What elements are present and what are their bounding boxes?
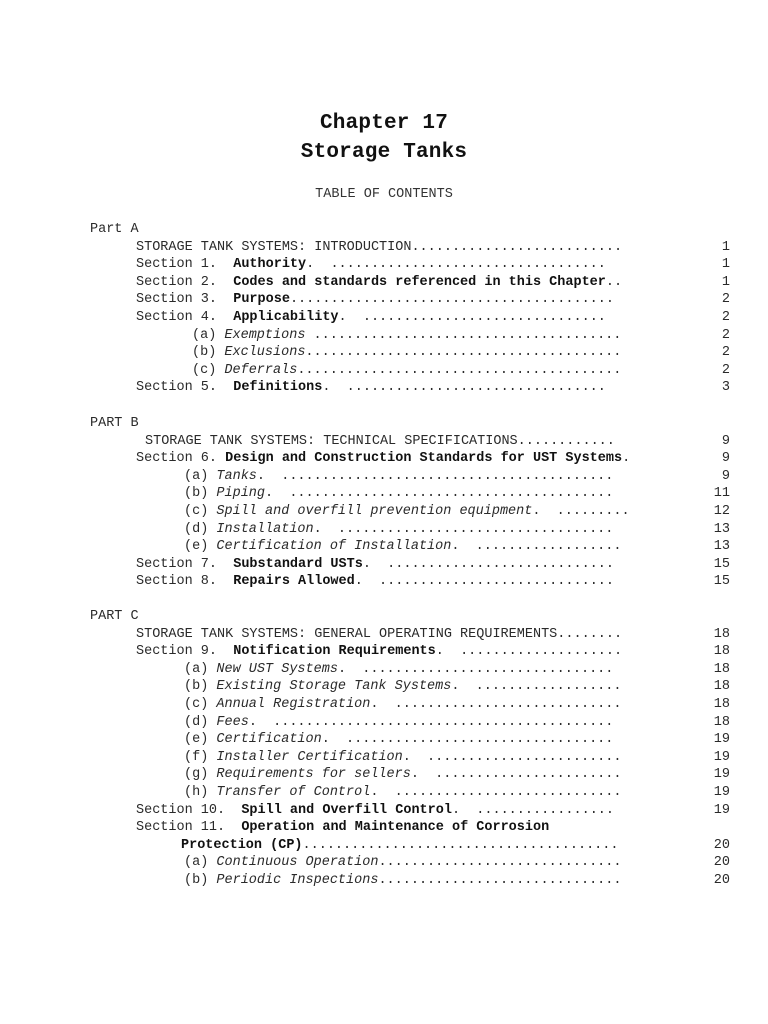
entry-prefix: STORAGE TANK SYSTEMS: GENERAL OPERATING REQUIREMENTS [136,626,558,642]
toc-entry [136,802,614,820]
page-number: 19 [713,749,730,765]
entry-prefix: Section 7. [136,556,234,572]
page-number: 9 [721,468,730,484]
page-number: 9 [721,451,730,467]
dot-leader: . ............................ [370,697,622,712]
entry-prefix: (d) [184,714,217,730]
page-number: 18 [713,714,730,730]
toc-entry [136,556,614,574]
page-number: 19 [713,732,730,748]
toc-entry [184,784,622,802]
dot-leader: .......................... [411,239,623,255]
page-number: 2 [721,362,730,378]
toc-entry [136,626,622,644]
entry-prefix: (a) [192,327,225,343]
entry-title: Spill and overfill prevention equipment [216,504,533,519]
dot-leader: ........ [557,626,623,642]
dot-leader: . [622,451,631,467]
toc-entry [136,819,549,837]
toc-entry [184,714,613,732]
dot-leader: .............................. [378,873,622,888]
entry-title: New UST Systems [216,661,338,677]
entry-prefix: (a) [184,855,217,871]
page-number: 19 [713,767,730,783]
page-number: 9 [721,433,730,449]
dot-leader: . .................................. [306,257,606,273]
dot-leader: . ........................................ [265,486,614,502]
page-number: 20 [713,855,730,871]
entry-title: Tanks [216,468,257,484]
page-number: 20 [713,837,730,853]
page-number: 18 [713,679,730,695]
dot-leader: ...................................... [305,327,622,343]
toc-entry [184,521,613,539]
entry-prefix: Section 1. [136,257,234,273]
toc-entry [145,433,615,451]
entry-title: Existing Storage Tank Systems [216,679,452,695]
page-number: 1 [721,239,730,255]
dot-leader: . ................................. [321,732,614,748]
entry-title: Codes and standards referenced in this Chapter [233,274,606,290]
dot-leader: . ............................... [337,661,614,677]
entry-title: Substandard USTs [233,556,363,572]
entry-prefix: (b) [184,486,217,502]
entry-title: Piping [216,486,266,502]
toc-entry [136,379,606,397]
entry-prefix: Section 9. [136,644,234,660]
toc-entry [136,239,622,257]
page-number: 20 [713,873,730,888]
dot-leader: . ............................ [370,785,622,800]
page-number: 1 [721,274,730,290]
entry-title: Annual Registration [216,697,371,712]
toc-entry [136,450,630,468]
page-number: 19 [713,785,730,800]
dot-leader: . .................. [451,539,622,555]
entry-prefix: (c) [184,697,217,712]
toc-entry [136,256,606,274]
page-number: 15 [713,574,730,590]
toc-heading: TABLE OF CONTENTS [315,187,453,202]
entry-prefix: (e) [184,539,217,555]
part-label: PART B [90,416,139,431]
entry-prefix: (c) [184,504,217,519]
toc-entry [136,573,614,591]
page-number: 2 [721,292,730,308]
entry-title: Applicability [233,310,339,325]
toc-entry [192,344,621,362]
toc-entry [136,309,606,327]
dot-leader: . .................. [451,679,622,695]
entry-prefix: Section 10. [136,802,242,818]
dot-leader: . ......................................... [256,468,614,484]
entry-prefix: (e) [184,732,217,748]
entry-title: Authority [233,257,307,273]
part-label: PART C [90,609,139,624]
entry-prefix: (c) [192,362,225,378]
entry-title: Spill and Overfill Control [241,802,452,818]
page-number: 19 [713,802,730,818]
entry-prefix: (g) [184,767,217,783]
toc-entry [184,503,630,521]
entry-title: Deferrals [224,362,298,378]
page-number: 18 [713,661,730,677]
dot-leader: . .................... [435,644,623,660]
page-number: 1 [721,257,730,273]
entry-title: Exemptions [224,327,306,343]
entry-prefix: Section 6. [136,451,226,467]
entry-title: Continuous Operation [216,855,379,871]
toc-entry [184,538,622,556]
entry-title: Protection (CP) [181,837,303,853]
entry-prefix: (b) [184,679,217,695]
dot-leader: . ........................ [402,749,622,765]
toc-entry [192,327,621,345]
page-number: 3 [721,380,730,396]
page-number: 2 [721,345,730,361]
dot-leader: ........................................ [297,362,622,378]
dot-leader: .............................. [378,855,622,871]
page-number: 18 [713,697,730,712]
dot-leader: . .............................. [338,310,606,325]
entry-title: Operation and Maintenance of Corrosion [241,820,550,836]
chapter-title: Chapter 17 [319,112,449,135]
entry-title: Repairs Allowed [233,574,355,590]
dot-leader: ............ [517,433,615,449]
entry-title: Design and Construction Standards for UST Systems [225,451,623,467]
toc-entry [184,661,613,679]
entry-title: Installation [216,521,314,537]
entry-title: Fees [216,714,249,730]
page-number: 15 [713,556,730,572]
entry-title: Installer Certification [216,749,403,765]
entry-prefix: Section 3. [136,292,234,308]
dot-leader: .. [605,274,623,290]
entry-title: Notification Requirements [233,644,436,660]
dot-leader: . ............................ [362,556,614,572]
entry-title: Purpose [233,292,290,308]
page-number: 12 [713,504,730,519]
dot-leader: . ................................ [322,380,606,396]
entry-title: Transfer of Control [216,785,371,800]
toc-entry [184,872,621,890]
page-number: 2 [721,327,730,343]
dot-leader: . .................................. [313,521,614,537]
entry-prefix: STORAGE TANK SYSTEMS: INTRODUCTION [136,239,412,255]
toc-entry [184,731,613,749]
page-number: 18 [713,644,730,660]
entry-title: Certification of Installation [216,539,452,555]
toc-entry [184,766,621,784]
dot-leader: ....................................... [302,837,619,853]
entry-title: Definitions [233,380,323,396]
dot-leader: ....................................... [305,345,622,361]
entry-prefix: Section 8. [136,574,234,590]
page-number: 11 [713,486,730,502]
entry-prefix: (a) [184,661,217,677]
toc-entry [184,749,622,767]
entry-prefix: (b) [192,345,225,361]
toc-entry [184,485,613,503]
entry-title: Requirements for sellers [216,767,411,783]
toc-entry [184,854,621,872]
entry-prefix: (h) [184,785,217,800]
toc-entry [184,468,613,486]
entry-prefix: Section 5. [136,380,234,396]
dot-leader: . ....................... [410,767,622,783]
entry-title: Certification [216,732,322,748]
chapter-subtitle: Storage Tanks [300,141,468,164]
part-label: Part A [90,222,139,237]
toc-entry [192,362,621,380]
page-number: 2 [721,310,730,325]
entry-prefix: STORAGE TANK SYSTEMS: TECHNICAL SPECIFICATIONS [145,433,518,449]
entry-prefix: Section 11. [136,820,242,836]
toc-entry [136,274,622,292]
page-number: 18 [713,626,730,642]
toc-entry [184,678,622,696]
page-number: 13 [713,521,730,537]
entry-prefix: (b) [184,873,217,888]
entry-prefix: (d) [184,521,217,537]
entry-title: Periodic Inspections [216,873,379,888]
entry-prefix: Section 2. [136,274,234,290]
dot-leader: . ......... [532,504,630,519]
dot-leader: . .......................................... [248,714,614,730]
dot-leader: . ................. [451,802,614,818]
dot-leader: ........................................ [289,292,614,308]
entry-title: Exclusions [224,345,306,361]
toc-entry [136,291,614,309]
page-number: 13 [713,539,730,555]
dot-leader: . ............................. [354,574,614,590]
entry-prefix: (f) [184,749,217,765]
entry-prefix: (a) [184,468,217,484]
toc-entry [181,837,618,855]
entry-prefix: Section 4. [136,310,234,325]
toc-entry [184,696,622,714]
toc-entry [136,643,622,661]
